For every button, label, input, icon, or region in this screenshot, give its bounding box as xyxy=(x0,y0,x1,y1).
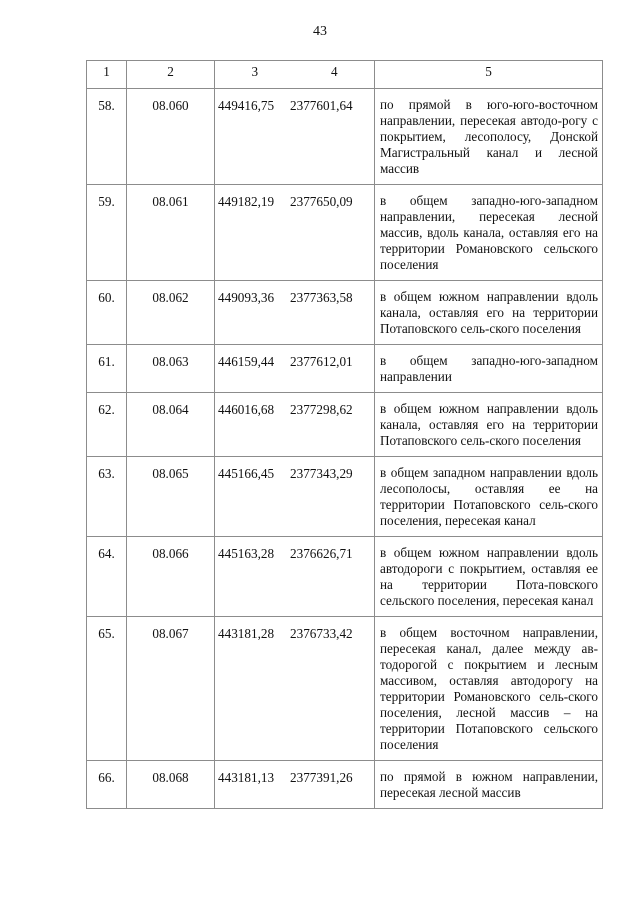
point-code: 08.064 xyxy=(127,393,215,457)
coordinate-x: 446159,44 xyxy=(218,354,275,369)
coordinates xyxy=(215,89,375,185)
table-row xyxy=(87,89,603,185)
point-number: 62. xyxy=(87,393,127,457)
point-code: 08.062 xyxy=(127,281,215,345)
boundary-description: в общем южном направлении вдоль канала, оставляя его на территории Потаповского сель-ского поселения xyxy=(375,281,603,345)
header-col-1: 1 xyxy=(87,61,127,89)
table-row xyxy=(87,457,603,537)
point-code: 08.063 xyxy=(127,345,215,393)
point-code: 08.068 xyxy=(127,761,215,809)
coordinate-y: 2377298,62 xyxy=(290,402,353,417)
coordinate-x: 445163,28 xyxy=(218,546,275,561)
coordinate-y: 2377391,26 xyxy=(290,770,353,785)
point-code: 08.065 xyxy=(127,457,215,537)
table-row xyxy=(87,393,603,457)
coordinates xyxy=(215,761,375,809)
table-row xyxy=(87,761,603,809)
coordinate-x: 449416,75 xyxy=(218,98,275,113)
coordinates xyxy=(215,185,375,281)
coordinates xyxy=(215,281,375,345)
header-col-4: 4 xyxy=(330,64,338,79)
table-row xyxy=(87,617,603,761)
boundary-table xyxy=(86,60,603,809)
header-col-5: 5 xyxy=(375,61,603,89)
table-row xyxy=(87,345,603,393)
coordinate-y: 2377363,58 xyxy=(290,290,353,305)
header-col-2: 2 xyxy=(127,61,215,89)
point-number: 64. xyxy=(87,537,127,617)
point-number: 65. xyxy=(87,617,127,761)
point-number: 66. xyxy=(87,761,127,809)
coordinate-y: 2377650,09 xyxy=(290,194,353,209)
coordinate-y: 2376626,71 xyxy=(290,546,353,561)
point-code: 08.066 xyxy=(127,537,215,617)
coordinate-x: 443181,28 xyxy=(218,626,275,641)
coordinate-y: 2376733,42 xyxy=(290,626,353,641)
page-number: 43 xyxy=(313,24,327,39)
coordinate-y: 2377343,29 xyxy=(290,466,353,481)
coordinates xyxy=(215,393,375,457)
point-code: 08.060 xyxy=(127,89,215,185)
header-col-3-4 xyxy=(215,61,375,89)
coordinate-y: 2377601,64 xyxy=(290,98,353,113)
point-number: 59. xyxy=(87,185,127,281)
coordinates xyxy=(215,617,375,761)
coordinates xyxy=(215,457,375,537)
boundary-description: по прямой в южном направлении, пересекая лесной массив xyxy=(375,761,603,809)
coordinate-x: 443181,13 xyxy=(218,770,275,785)
boundary-description: в общем западном направлении вдоль лесополосы, оставляя ее на территории Потаповского сель-ского поселения, пересекая канал xyxy=(375,457,603,537)
point-number: 60. xyxy=(87,281,127,345)
coordinate-y: 2377612,01 xyxy=(290,354,353,369)
coordinate-x: 445166,45 xyxy=(218,466,275,481)
coordinates xyxy=(215,537,375,617)
coordinate-x: 449093,36 xyxy=(218,290,275,305)
boundary-description: по прямой в юго-юго-восточном направлении, пересекая автодо-рогу с покрытием, лесополосу, Донской Магистральный канал и лесной массив xyxy=(375,89,603,185)
boundary-description: в общем южном направлении вдоль автодороги с покрытием, оставляя ее на территории Пота-повского сельского поселения, пересекая канал xyxy=(375,537,603,617)
boundary-description: в общем южном направлении вдоль канала, оставляя его на территории Потаповского сель-ского поселения xyxy=(375,393,603,457)
header-col-3: 3 xyxy=(251,64,259,79)
boundary-description: в общем западно-юго-западном направлении, пересекая лесной массив, вдоль канала, оставляя его на территории Романовского сельского поселения xyxy=(375,185,603,281)
coordinates xyxy=(215,345,375,393)
boundary-description: в общем западно-юго-западном направлении xyxy=(375,345,603,393)
coordinate-x: 446016,68 xyxy=(218,402,275,417)
point-number: 58. xyxy=(87,89,127,185)
boundary-description: в общем восточном направлении, пересекая канал, далее между ав-тодорогой с покрытием и лесным массивом, оставляя автодорогу на территории Романовского сель-ского поселения, лесной массив – на территории Потаповского сельского поселения xyxy=(375,617,603,761)
point-code: 08.061 xyxy=(127,185,215,281)
point-code: 08.067 xyxy=(127,617,215,761)
point-number: 63. xyxy=(87,457,127,537)
table-header-row xyxy=(87,61,603,89)
coordinate-x: 449182,19 xyxy=(218,194,275,209)
point-number: 61. xyxy=(87,345,127,393)
table-row xyxy=(87,185,603,281)
table-row xyxy=(87,281,603,345)
table-row xyxy=(87,537,603,617)
